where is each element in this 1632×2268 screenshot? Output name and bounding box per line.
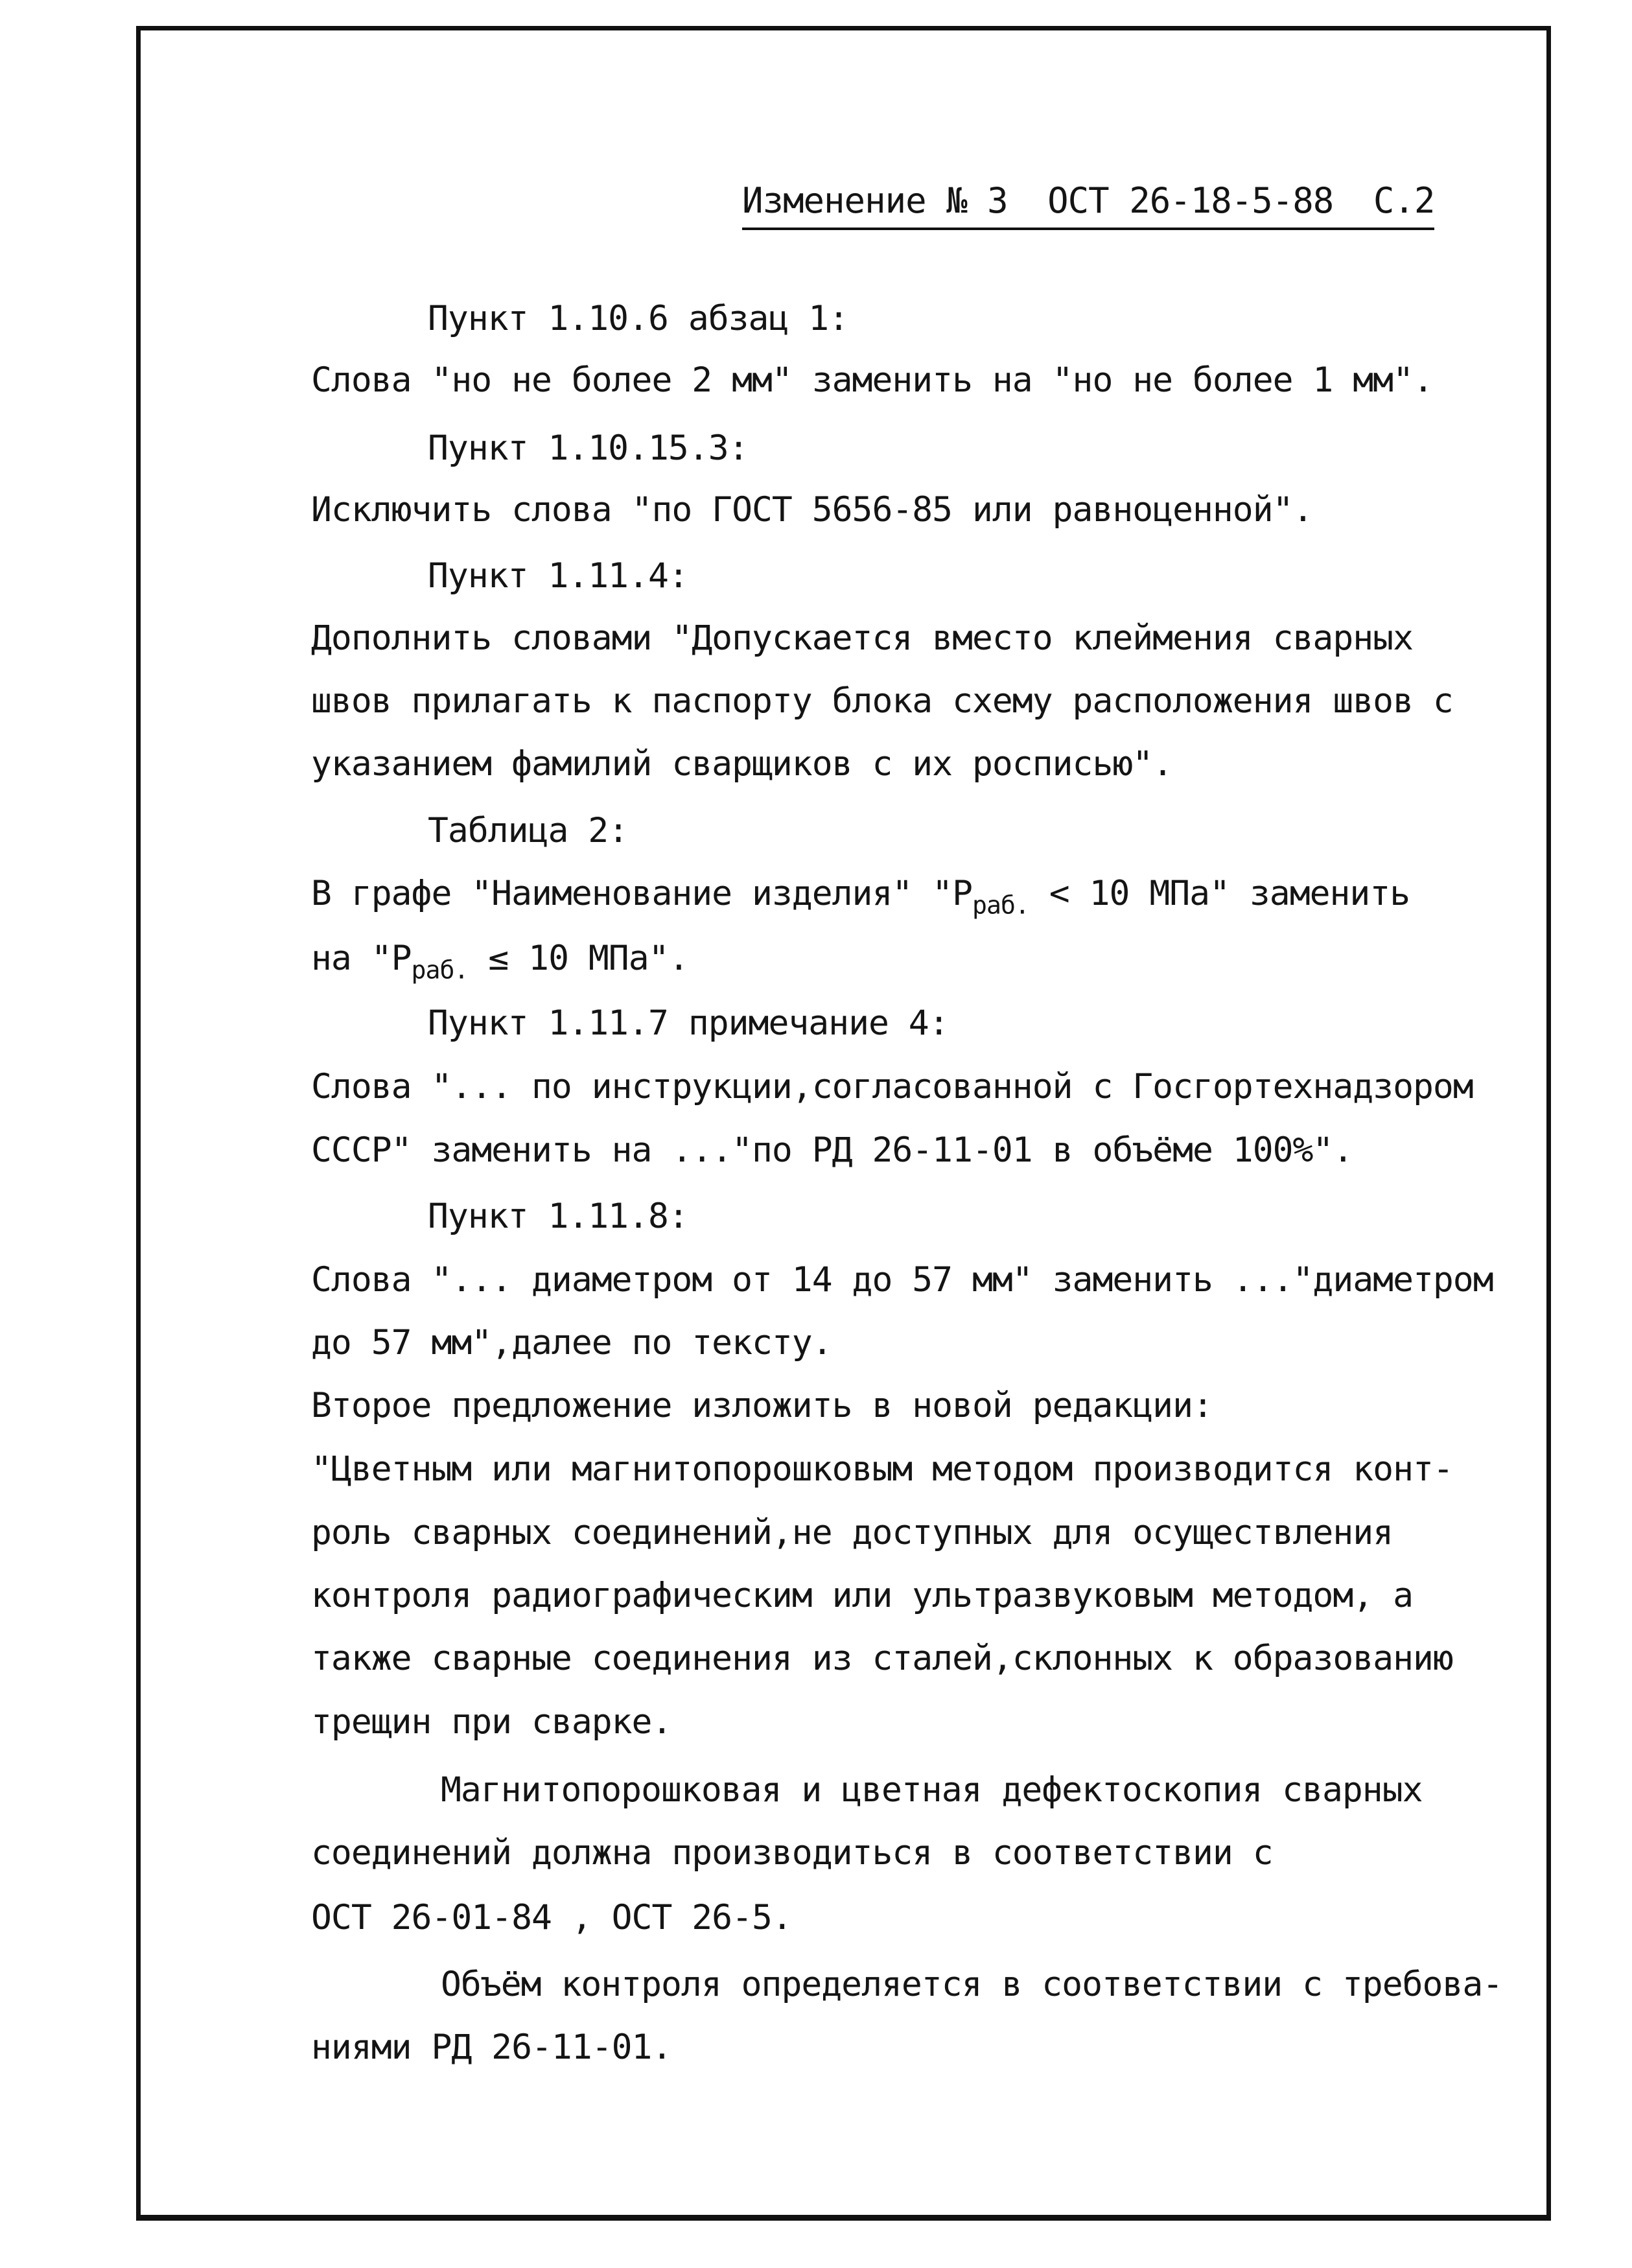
defectoscopy-line-2: соединений должна производиться в соответствии с xyxy=(311,1833,1273,1873)
defectoscopy-line-3: ОСТ 26-01-84 , ОСТ 26-5. xyxy=(311,1898,792,1937)
table-2-text-line-2: на "$P_{раб.} \le 10$ МПа". xyxy=(311,939,689,985)
new-edition-line-1: "Цветным или магнитопорошковым методом производится конт- xyxy=(311,1449,1453,1489)
new-edition-line-3: контроля радиографическим или ультразвуковым методом, а xyxy=(311,1576,1413,1615)
clause-1-10-15-3-heading: Пункт 1.10.15.3: xyxy=(428,428,749,468)
change-number: Изменение № 3 xyxy=(742,180,1008,221)
new-edition-line-4: также сварные соединения из сталей,склонных к образованию xyxy=(311,1639,1453,1678)
clause-1-11-4-heading: Пункт 1.11.4: xyxy=(428,556,688,596)
control-volume-line-1: Объём контроля определяется в соответствии с требова- xyxy=(441,1965,1503,2004)
new-edition-line-5: трещин при сварке. xyxy=(311,1702,672,1742)
clause-1-10-6-heading: Пункт 1.10.6 абзац 1: xyxy=(428,299,849,338)
clause-1-11-4-text-line-2: швов прилагать к паспорту блока схему расположения швов с xyxy=(311,681,1453,721)
clause-1-11-7-text-line-1: Слова "... по инструкции,согласованной с Госгортехнадзором xyxy=(311,1067,1473,1106)
clause-1-11-7-heading: Пункт 1.11.7 примечание 4: xyxy=(428,1003,949,1043)
new-edition-line-2: роль сварных соединений,не доступных для осуществления xyxy=(311,1513,1393,1552)
clause-1-11-4-text-line-3: указанием фамилий сварщиков с их росписью". xyxy=(311,744,1173,784)
document-header xyxy=(742,180,1434,230)
standard-designation: ОСТ 26-18-5-88 xyxy=(1047,180,1334,221)
defectoscopy-line-1: Магнитопорошковая и цветная дефектоскопия сварных xyxy=(441,1770,1423,1810)
table-2-heading: Таблица 2: xyxy=(428,811,629,850)
clause-1-11-8-heading: Пункт 1.11.8: xyxy=(428,1197,688,1236)
clause-1-11-7-text-line-2: СССР" заменить на ..."по РД 26-11-01 в объёме 100%". xyxy=(311,1130,1353,1170)
clause-1-10-15-3-text: Исключить слова "по ГОСТ 5656-85 или равноценной". xyxy=(311,490,1313,530)
page-frame xyxy=(136,26,1551,2221)
second-sentence-intro: Второе предложение изложить в новой редакции: xyxy=(311,1386,1213,1425)
page-number: С.2 xyxy=(1373,180,1435,221)
clause-1-11-4-text-line-1: Дополнить словами "Допускается вместо клеймения сварных xyxy=(311,618,1413,658)
table-2-text-line-1: В графе "Наименование изделия" "$P_{раб.} < 10$ МПа" заменить xyxy=(311,874,1410,920)
clause-1-10-6-text: Слова "но не более 2 мм" заменить на "но не более 1 мм". xyxy=(311,360,1433,400)
control-volume-line-2: ниями РД 26-11-01. xyxy=(311,2028,672,2067)
clause-1-11-8-text-line-1: Слова "... диаметром от 14 до 57 мм" заменить ..."диаметром xyxy=(311,1260,1493,1300)
clause-1-11-8-text-line-2: до 57 мм",далее по тексту. xyxy=(311,1323,832,1362)
